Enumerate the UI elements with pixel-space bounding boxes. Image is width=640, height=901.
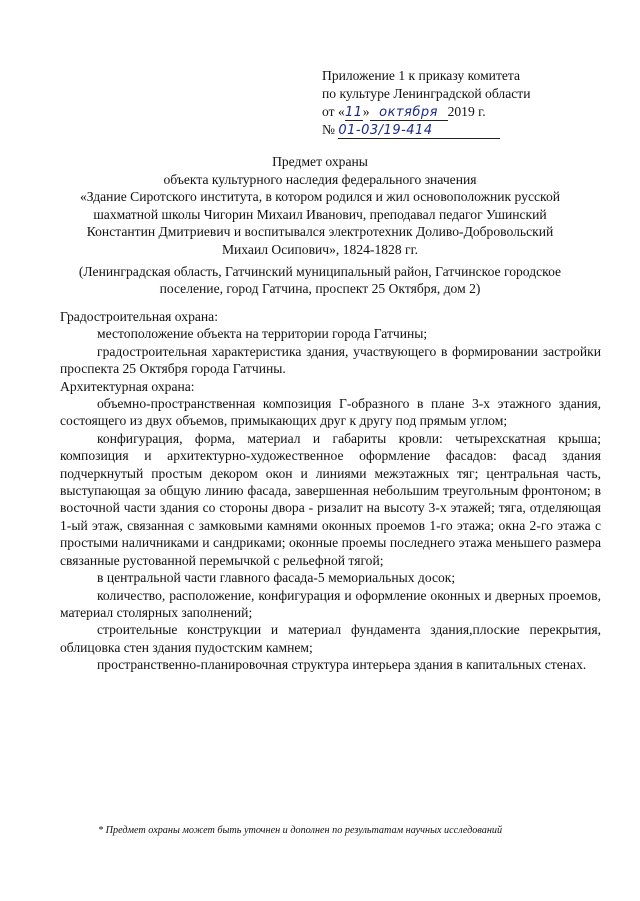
arch-paragraph-4: количество, расположение, конфигурация и оформление оконных и дверных проемов, материал столярных заполнений;	[60, 587, 601, 620]
title-line-1: Предмет охраны	[272, 154, 368, 169]
appendix-line-2: по культуре Ленинградской области	[322, 86, 531, 101]
document-body	[60, 308, 601, 674]
title-line-8: поселение, город Гатчина, проспект 25 Октября, дом 2)	[159, 281, 481, 297]
title-line-3: «Здание Сиротского института, в котором родился и жил основоположник русской	[79, 189, 561, 205]
handwritten-day: 11	[344, 105, 363, 120]
arch-paragraph-6: пространственно-планировочная структура интерьера здания в капитальных стенах.	[97, 657, 587, 673]
urban-heading: Градостроительная охрана:	[60, 309, 218, 324]
arch-paragraph-1: объемно-пространственная композиция Г-образного в плане 3-х этажного здания, состоящего из двух объемов, примыкающих друг к другу под прямым углом;	[60, 396, 601, 429]
document-title	[40, 153, 600, 298]
date-quote-close: »	[362, 104, 370, 119]
title-line-2: объекта культурного наследия федерального значения	[163, 171, 477, 187]
number-prefix: №	[322, 122, 335, 137]
footnote: * Предмет охраны может быть уточнен и дополнен по результатам научных исследований	[98, 825, 503, 836]
date-prefix: от «	[322, 104, 345, 119]
urban-paragraph-2: градостроительная характеристика здания, участвующего в формировании застройки проспекта 25 Октября города Гатчины.	[60, 343, 601, 377]
handwritten-number: 01-03/19-414	[338, 123, 500, 139]
arch-paragraph-2: конфигурация, форма, материал и габариты кровли: четырехскатная крыша; композиция и архитектурно-художественное оформление фасадов: фасад здания подчеркнутый простым декором окон и линиями межэтажных тяг; центральная часть, выступающая за общую линию фасада, завершенная небольшим треугольным фронтоном; в восточной части здания со стороны двора - ризалит на высоту 3-х этажей; тяга, отделяющая 1-ый этаж, связанная с замковыми камнями оконных проемов 1-го этажа; окна 2-го этажа с простыми наличниками и сандриками; оконные проемы последнего этажа меньшего размера связанные рустованной перемычкой с рельефной тягой;	[60, 430, 601, 568]
appendix-number-line	[322, 121, 531, 139]
title-line-4: шахматной школы Чигорин Михаил Иванович, преподавал педагог Ушинский	[93, 206, 547, 222]
title-line-7: (Ленинградская область, Гатчинский муниципальный район, Гатчинское городское	[78, 263, 562, 279]
arch-paragraph-5: строительные конструкции и материал фундамента здания,плоские перекрытия, облицовка стен здания пудостским камнем;	[60, 622, 601, 655]
urban-paragraph-1: местоположение объекта на территории города Гатчины;	[97, 326, 428, 342]
arch-heading: Архитектурная охрана:	[60, 378, 195, 394]
arch-paragraph-3: в центральной части главного фасада-5 мемориальных досок;	[97, 570, 456, 586]
appendix-date-line	[322, 103, 531, 121]
appendix-header	[322, 67, 531, 139]
title-line-5: Константин Дмитриевич и воспитывался электротехник Доливо-Добровольский	[86, 224, 554, 240]
date-year: 2019 г.	[447, 104, 486, 119]
title-line-6: Михаил Осипович», 1824-1828 гг.	[221, 241, 419, 257]
handwritten-month: октября	[370, 105, 448, 121]
appendix-line-1: Приложение 1 к приказу комитета	[322, 68, 521, 83]
